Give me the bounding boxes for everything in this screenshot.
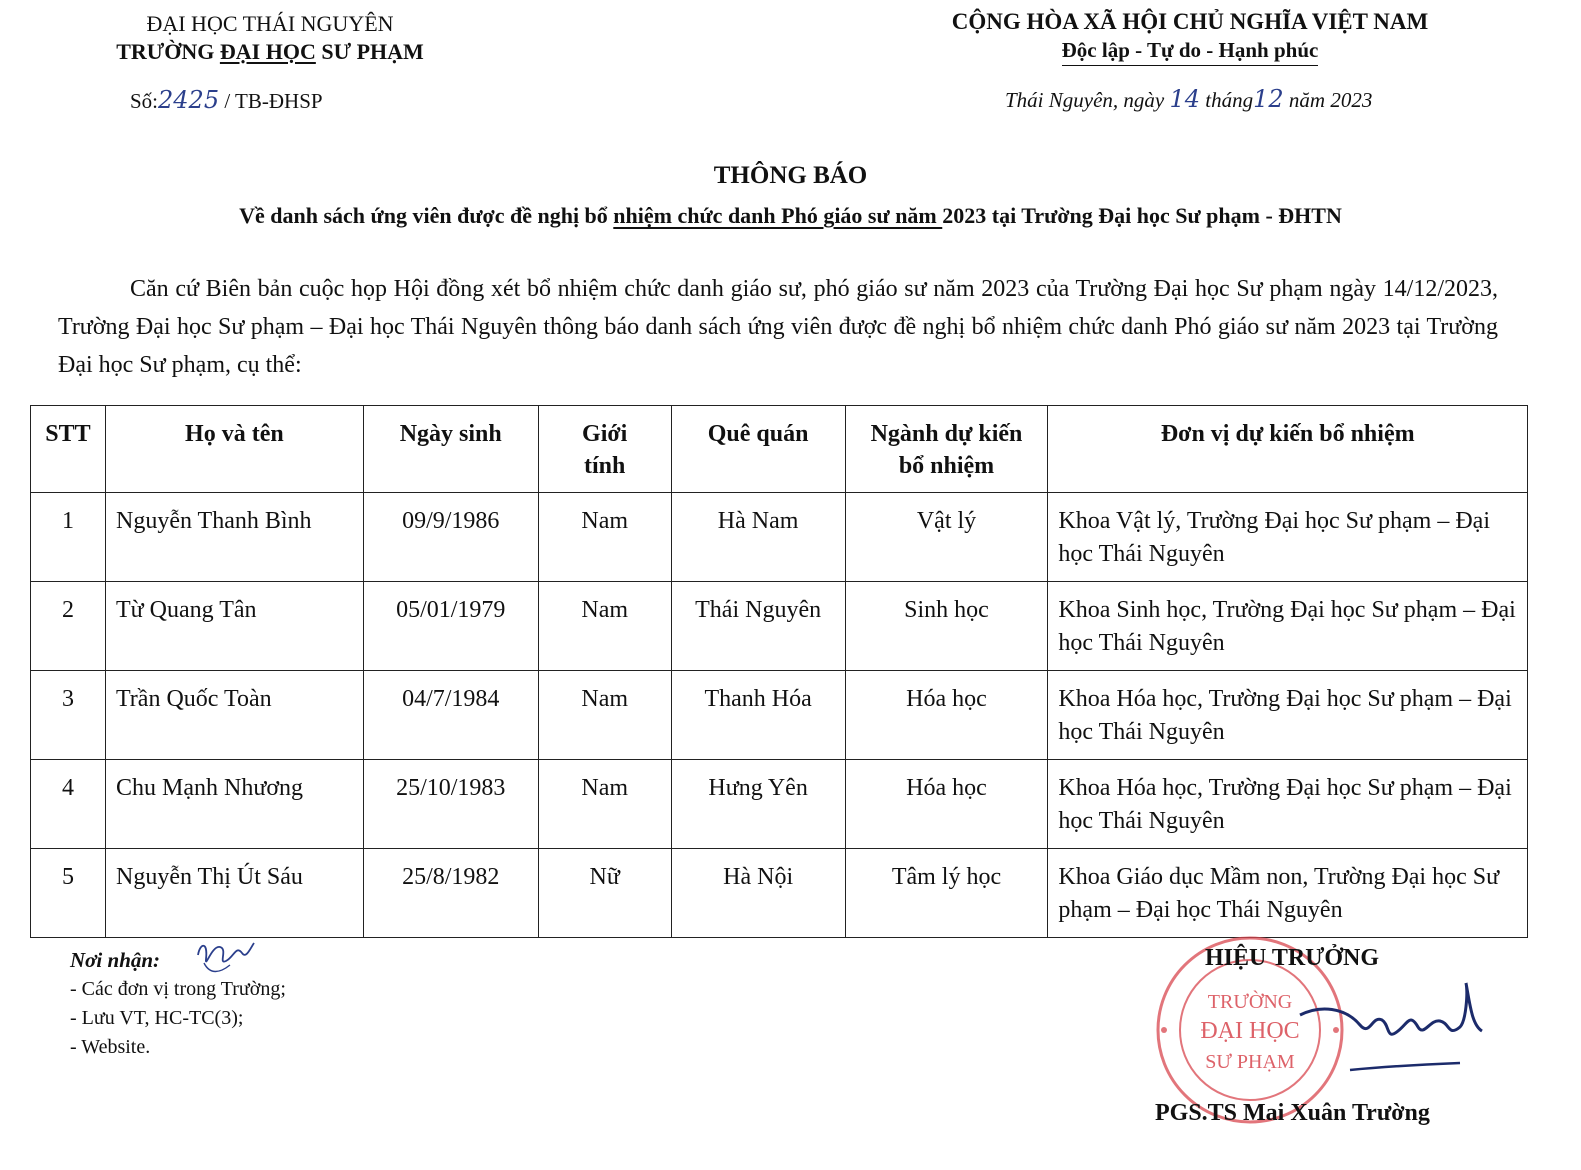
cell-unit: Khoa Vật lý, Trường Đại học Sư phạm – Đại học Thái Nguyên (1048, 493, 1528, 582)
cell-stt: 3 (31, 671, 106, 760)
cell-hometown: Thái Nguyên (671, 582, 845, 671)
header-birthdate: Ngày sinh (363, 406, 538, 493)
header-stt: STT (31, 406, 106, 493)
school-name-underlined: ĐẠI HỌC (219, 39, 316, 64)
cell-field: Vật lý (845, 493, 1048, 582)
cell-hometown: Hưng Yên (671, 760, 845, 849)
cell-gender: Nam (538, 671, 671, 760)
university-name: ĐẠI HỌC THÁI NGUYÊN (146, 11, 394, 36)
header-unit: Đơn vị dự kiến bổ nhiệm (1048, 406, 1528, 493)
cell-hometown: Thanh Hóa (671, 671, 845, 760)
table-row (31, 493, 1528, 582)
cell-unit: Khoa Sinh học, Trường Đại học Sư phạm – Đại học Thái Nguyên (1048, 582, 1528, 671)
seal-line-3: SƯ PHẠM (1205, 1051, 1295, 1073)
nation-name: CỘNG HÒA XÃ HỘI CHỦ NGHĨA VIỆT NAM (951, 9, 1429, 34)
school-name-part: SƯ PHẠM (315, 39, 424, 64)
cell-gender: Nam (538, 582, 671, 671)
recipients-label: Nơi nhận: (70, 948, 161, 972)
cell-unit: Khoa Giáo dục Mầm non, Trường Đại học Sư phạm – Đại học Thái Nguyên (1048, 849, 1528, 938)
principal-signature (1290, 975, 1490, 1075)
recipient-item: - Các đơn vị trong Trường; (70, 978, 286, 1000)
school-name (70, 38, 470, 66)
cell-birthdate: 09/9/1986 (363, 493, 538, 582)
cell-name: Trần Quốc Toàn (105, 671, 363, 760)
cell-name: Nguyễn Thị Út Sáu (105, 849, 363, 938)
cell-name: Chu Mạnh Nhương (105, 760, 363, 849)
candidate-table (30, 405, 1528, 938)
cell-unit: Khoa Hóa học, Trường Đại học Sư phạm – Đại học Thái Nguyên (1048, 760, 1528, 849)
cell-field: Hóa học (845, 671, 1048, 760)
number-label: Số: (130, 89, 159, 113)
cell-hometown: Hà Nội (671, 849, 845, 938)
cell-field: Tâm lý học (845, 849, 1048, 938)
table-row (31, 582, 1528, 671)
nation-block (890, 8, 1490, 66)
table-row (31, 760, 1528, 849)
date-month-label: tháng (1205, 88, 1254, 112)
seal-line-2: ĐẠI HỌC (1200, 1018, 1300, 1044)
cell-field: Hóa học (845, 760, 1048, 849)
subtitle-part: 2023 tại Trường Đại học Sư phạm - ĐHTN (942, 203, 1342, 228)
cell-gender: Nam (538, 760, 671, 849)
cell-name: Nguyễn Thanh Bình (105, 493, 363, 582)
date-year: năm 2023 (1288, 88, 1373, 112)
table-row (31, 671, 1528, 760)
header-field: Ngành dự kiến bổ nhiệm (845, 406, 1048, 493)
cell-birthdate: 05/01/1979 (363, 582, 538, 671)
header-name: Họ và tên (105, 406, 363, 493)
header-gender: Giới tính (538, 406, 671, 493)
document-title: THÔNG BÁO (713, 162, 868, 189)
seal-line-1: TRƯỜNG (1207, 991, 1293, 1013)
national-motto: Độc lập - Tự do - Hạnh phúc (1062, 36, 1319, 66)
issuer-block (70, 10, 470, 66)
cell-unit: Khoa Hóa học, Trường Đại học Sư phạm – Đại học Thái Nguyên (1048, 671, 1528, 760)
document-number (130, 86, 323, 114)
table-row (31, 849, 1528, 938)
body-paragraph: Căn cứ Biên bản cuộc họp Hội đồng xét bổ nhiệm chức danh giáo sư, phó giáo sư năm 2023 của Trường Đại học Sư phạm ngày 14/12/2023, Trường Đại học Sư phạm – Đại học Thái Nguyên thông báo danh sách ứng viên được đề nghị bổ nhiệm chức danh Phó giáo sư năm 2023 tại Trường Đại học Sư phạm, cụ thể: (58, 276, 1498, 378)
date-prefix: Thái Nguyên, ngày (1005, 88, 1165, 112)
subtitle-underlined: nhiệm chức danh Phó giáo sư năm (613, 203, 943, 228)
school-name-part: TRƯỜNG (116, 39, 220, 64)
initials-signature (190, 935, 260, 980)
cell-birthdate: 04/7/1984 (363, 671, 538, 760)
recipient-item: - Website. (70, 1036, 151, 1058)
document-subtitle (0, 203, 1581, 229)
subtitle-part: Về danh sách ứng viên được đề nghị bổ (239, 203, 614, 228)
cell-stt: 5 (31, 849, 106, 938)
cell-birthdate: 25/8/1982 (363, 849, 538, 938)
cell-gender: Nam (538, 493, 671, 582)
recipient-item: - Lưu VT, HC-TC(3); (70, 1007, 244, 1029)
signer-title: HIỆU TRƯỞNG (1205, 945, 1380, 971)
date-line (1005, 85, 1372, 113)
cell-stt: 1 (31, 493, 106, 582)
cell-field: Sinh học (845, 582, 1048, 671)
signer-name: PGS.TS Mai Xuân Trường (1155, 1100, 1430, 1126)
table-header-row (31, 406, 1528, 493)
cell-birthdate: 25/10/1983 (363, 760, 538, 849)
cell-stt: 4 (31, 760, 106, 849)
number-suffix: / TB-ĐHSP (219, 89, 323, 113)
header-hometown: Quê quán (671, 406, 845, 493)
date-day: 14 (1169, 85, 1201, 113)
cell-stt: 2 (31, 582, 106, 671)
date-month: 12 (1253, 85, 1284, 113)
cell-hometown: Hà Nam (671, 493, 845, 582)
number-value: 2425 (158, 86, 220, 114)
cell-name: Từ Quang Tân (105, 582, 363, 671)
cell-gender: Nữ (538, 849, 671, 938)
